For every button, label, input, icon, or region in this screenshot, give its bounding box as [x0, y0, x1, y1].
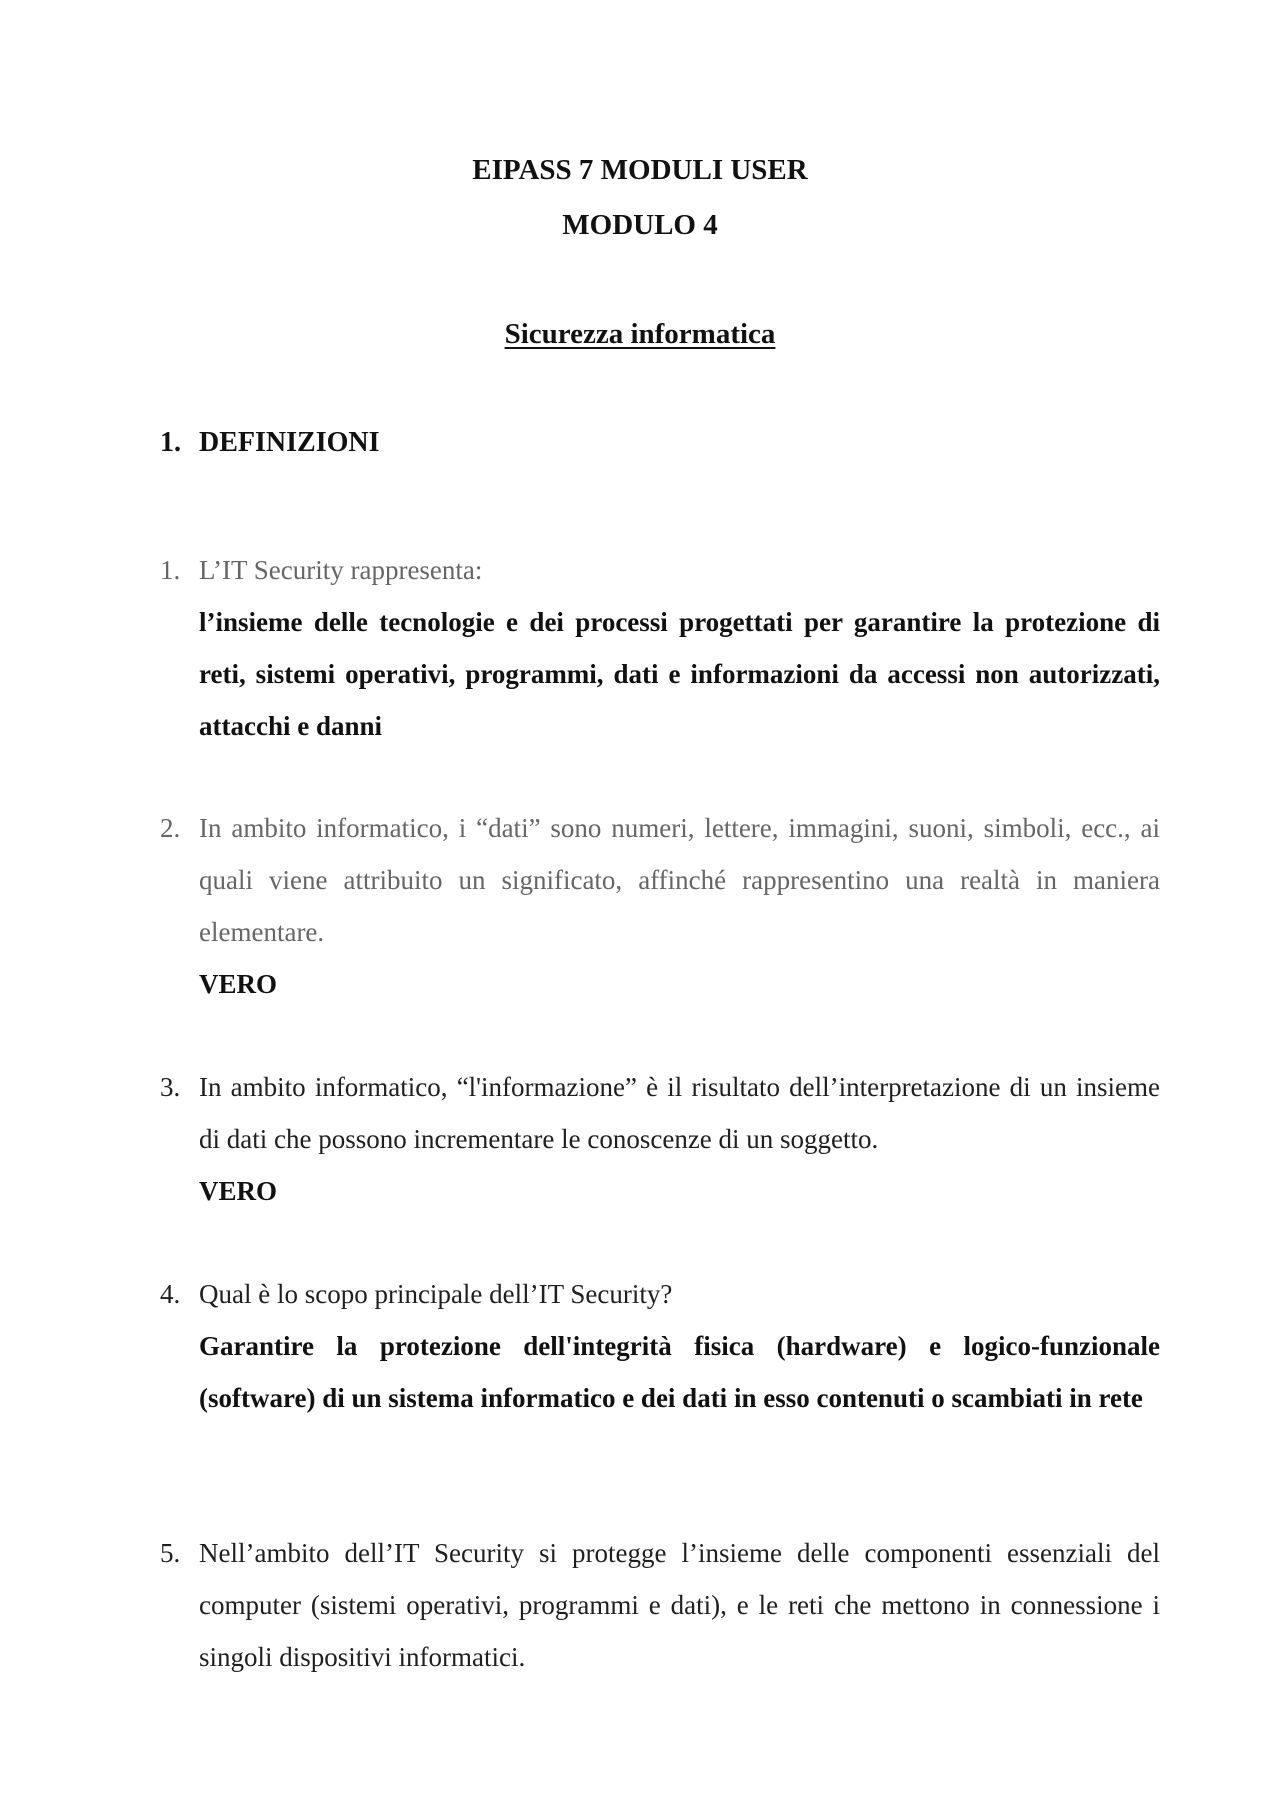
module-label: MODULO 4 — [562, 209, 718, 241]
section-title: DEFINIZIONI — [199, 427, 380, 458]
list-item — [160, 1061, 1160, 1217]
item-answer: VERO — [199, 1176, 278, 1206]
document-title: EIPASS 7 MODULI USER — [472, 154, 808, 186]
list-item — [160, 1268, 1160, 1424]
item-question: L’IT Security rappresenta: — [199, 555, 483, 585]
section-number: 1. — [160, 427, 181, 458]
item-question: Nell’ambito dell’IT Security si protegge l’insieme delle componenti essenziali del computer (sistemi operativi, programmi e dati), e le reti che mettono in connessione i singoli dispositivi informatici. — [199, 1538, 1160, 1672]
subtitle-text: Sicurezza informatica — [504, 318, 776, 350]
item-question: In ambito informatico, “l'informazione” è il risultato dell’interpretazione di un insieme di dati che possono incrementare le conoscenze di un soggetto. — [199, 1072, 1160, 1154]
item-answer: Garantire la protezione dell'integrità fisica (hardware) e logico-funzionale (software) di un sistema informatico e dei dati in esso contenuti o scambiati in rete — [199, 1331, 1160, 1413]
item-question: In ambito informatico, i “dati” sono numeri, lettere, immagini, suoni, simboli, ecc., ai quali viene attribuito un significato, affinché rappresentino una realtà in maniera elementare. — [199, 813, 1160, 947]
item-number: 3. — [160, 1072, 181, 1102]
list-item — [160, 1527, 1160, 1683]
list-item — [160, 802, 1160, 1010]
item-answer: VERO — [199, 969, 278, 999]
item-number: 1. — [160, 555, 181, 585]
list-item — [160, 544, 1160, 752]
item-number: 4. — [160, 1279, 181, 1309]
item-question: Qual è lo scopo principale dell’IT Security? — [199, 1279, 673, 1309]
document-subtitle — [0, 316, 1280, 352]
item-number: 5. — [160, 1538, 181, 1568]
item-number: 2. — [160, 813, 181, 843]
section-heading — [160, 425, 379, 461]
item-answer: l’insieme delle tecnologie e dei processi progettati per garantire la protezione di reti, sistemi operativi, programmi, dati e informazioni da accessi non autorizzati, attacchi e danni — [199, 607, 1160, 741]
